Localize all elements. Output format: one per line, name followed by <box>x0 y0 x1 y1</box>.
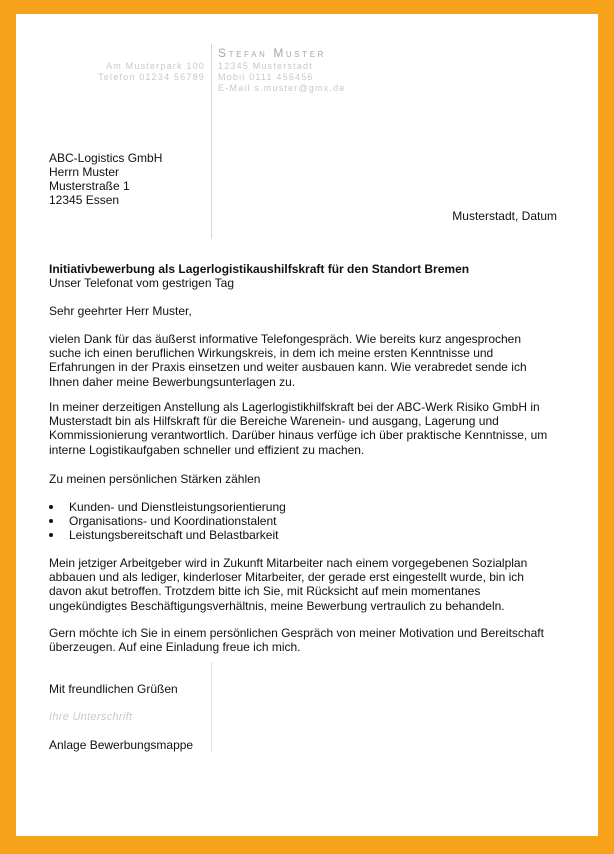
paragraph-line: ungekündigtes Beschäftigungsverhältnis, meine Bewerbung vertraulich zu behandeln. <box>49 598 505 613</box>
recipient-company: ABC-Logistics GmbH <box>49 151 163 165</box>
strengths-intro: Zu meinen persönlichen Stärken zählen <box>49 472 261 486</box>
list-item <box>49 500 286 514</box>
list-item-label: Organisations- und Koordinationstalent <box>69 514 277 529</box>
paragraph-line: Gern möchte ich Sie in einem persönlichen Gespräch von meiner Motivation und Bereitschaft <box>49 626 544 640</box>
salutation: Sehr geehrter Herr Muster, <box>49 304 192 318</box>
sender-contact-left <box>98 61 205 83</box>
paragraph-line: vielen Dank für das äußerst informative Telefongespräch. Wie bereits kurz angesprochen <box>49 332 522 346</box>
sender-mobile: Mobil 0111 456456 <box>218 72 314 82</box>
paragraph-line: interne Logistikaufgaben schneller und effizient zu machen. <box>49 442 365 457</box>
recipient-city: 12345 Essen <box>49 193 120 207</box>
list-item <box>49 528 286 542</box>
footer-divider-line <box>211 662 212 752</box>
sender-contact-right <box>218 61 346 94</box>
subject-reference: Unser Telefonat vom gestrigen Tag <box>49 276 234 290</box>
sender-city: 12345 Musterstadt <box>218 61 313 71</box>
paragraph-line: Musterstadt bin als Hilfskraft für die Bereiche Warenein- und ausgang, Lagerung und <box>49 414 499 429</box>
subject-title: Initiativbewerbung als Lagerlogistikaushilfskraft für den Standort Bremen <box>49 262 470 276</box>
paragraph-line: suche ich einen beruflichen Wirkungskreis, in dem ich meine ersten Kenntnisse und <box>49 346 494 361</box>
closing: Mit freundlichen Grüßen <box>49 682 178 696</box>
signature-placeholder: Ihre Unterschrift <box>49 711 133 723</box>
sender-name: Stefan Muster <box>218 46 327 60</box>
header-divider-line <box>211 44 212 239</box>
list-item-label: Leistungsbereitschaft und Belastbarkeit <box>69 528 279 543</box>
paragraph-4 <box>49 626 544 654</box>
recipient-person: Herrn Muster <box>49 165 120 179</box>
bullet-icon <box>49 505 53 509</box>
paragraph-2 <box>49 400 547 457</box>
sender-email: E-Mail s.muster@gmx.de <box>218 83 346 93</box>
recipient-address <box>49 151 162 207</box>
paragraph-3 <box>49 556 527 613</box>
letter-date: Musterstadt, Datum <box>452 209 557 223</box>
sender-street: Am Musterpark 100 <box>106 61 205 71</box>
paragraph-line: davon akut betroffen. Trotzdem bitte ich Sie, mit Rücksicht auf mein momentanes <box>49 584 481 599</box>
paragraph-line: Mein jetziger Arbeitgeber wird in Zukunft Mitarbeiter nach einem vorgegebenen Sozialplan <box>49 556 528 570</box>
paragraph-line: Ihnen daher meine Bewerbungsunterlagen zu. <box>49 374 296 389</box>
list-item-label: Kunden- und Dienstleistungsorientierung <box>69 500 286 514</box>
recipient-street: Musterstraße 1 <box>49 179 130 193</box>
bullet-icon <box>49 519 53 523</box>
subject-block <box>49 262 469 290</box>
strengths-list <box>49 500 286 543</box>
paragraph-line: Erfahrungen in der Praxis einsetzen und weiter ausbauen kann. Wie verabredet sende ich <box>49 360 527 375</box>
paragraph-line: abbauen und als lediger, kinderloser Mitarbeiter, der gerade erst eingestellt wurde, bin ich <box>49 570 524 585</box>
paragraph-line: In meiner derzeitigen Anstellung als Lagerlogistikhilfskraft bei der ABC-Werk Risiko GmbH in <box>49 400 540 414</box>
attachment-note: Anlage Bewerbungsmappe <box>49 738 194 752</box>
bullet-icon <box>49 533 53 537</box>
sender-phone: Telefon 01234 56789 <box>98 72 205 82</box>
paragraph-1 <box>49 332 527 389</box>
paragraph-line: Kommissionierung verantwortlich. Darüber hinaus verfüge ich über praktische Kenntnisse, um <box>49 428 548 443</box>
list-item <box>49 514 286 528</box>
paragraph-line: überzeugen. Auf eine Einladung freue ich mich. <box>49 640 301 655</box>
